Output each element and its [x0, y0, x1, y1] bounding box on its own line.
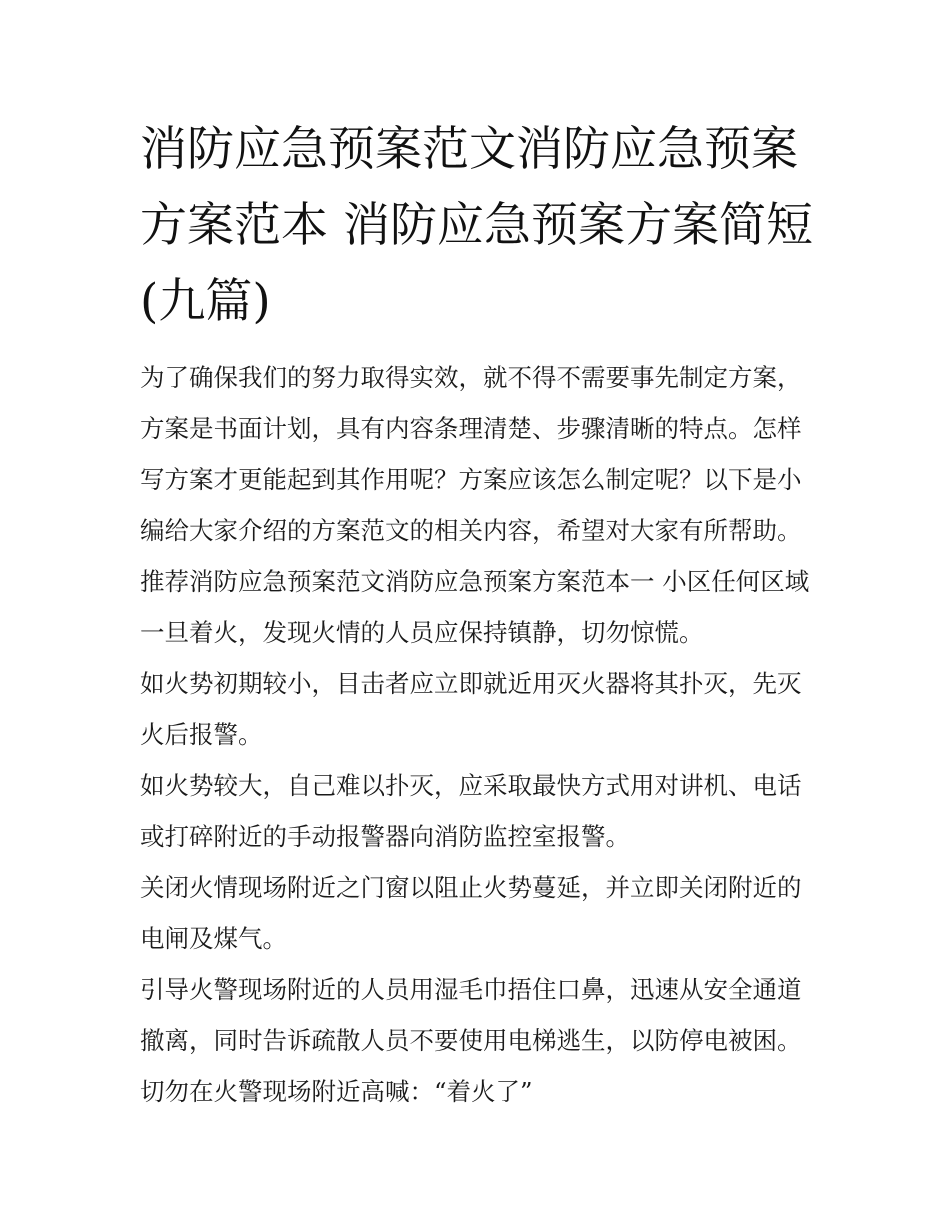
paragraph: 如火势较大，自己难以扑灭，应采取最快方式用对讲机、电话或打碎附近的手动报警器向消防监控室报警。 — [140, 771, 802, 851]
paragraph: 切勿在火警现场附近高喊：“着火了” — [140, 1077, 533, 1106]
paragraph: 推荐消防应急预案范文消防应急预案方案范本一 小区任何区域一旦着火，发现火情的人员应保持镇静，切勿惊慌。 — [140, 567, 810, 647]
paragraph: 关闭火情现场附近之门窗以阻止火势蔓延，并立即关闭附近的电闸及煤气。 — [140, 873, 802, 953]
paragraph: 为了确保我们的努力取得实效，就不得不需要事先制定方案，方案是书面计划，具有内容条理清楚、步骤清晰的特点。怎样写方案才更能起到其作用呢？方案应该怎么制定呢？以下是小编给大家介绍的方案范文的相关内容，希望对大家有所帮助。 — [140, 363, 802, 545]
paragraph: 如火势初期较小，目击者应立即就近用灭火器将其扑灭，先灭火后报警。 — [140, 669, 802, 749]
document-body — [140, 352, 820, 1117]
document-title: 消防应急预案范文消防应急预案方案范本 消防应急预案方案简短(九篇) — [140, 122, 813, 329]
paragraph: 引导火警现场附近的人员用湿毛巾捂住口鼻，迅速从安全通道撤离，同时告诉疏散人员不要使用电梯逃生，以防停电被困。 — [140, 975, 802, 1055]
